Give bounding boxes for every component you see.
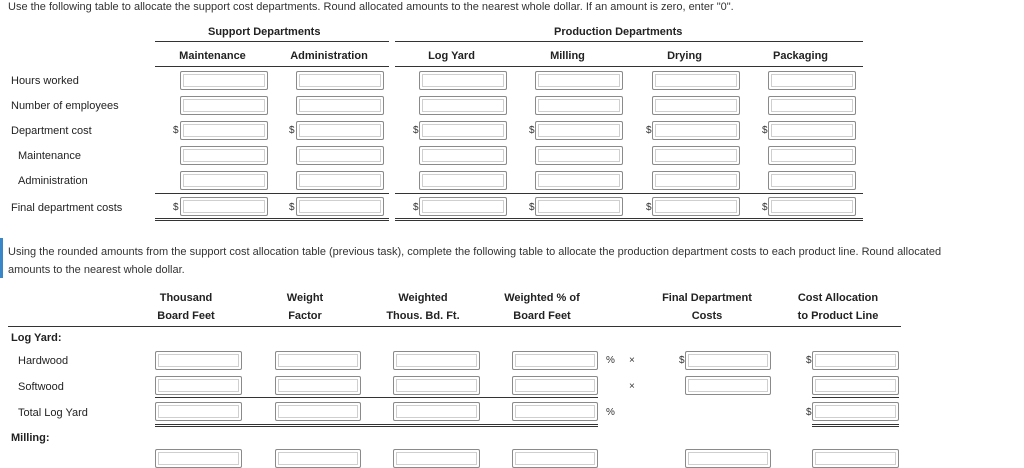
final-cost-milling-input[interactable]: [535, 197, 623, 216]
dollar-sign: $: [646, 202, 652, 213]
milling-row-input-partial[interactable]: [393, 449, 480, 468]
maintenance-alloc-maintenance-input[interactable]: [180, 146, 268, 165]
col-header-weighted-thous-bd-ft: Weighted Thous. Bd. Ft.: [386, 292, 460, 322]
maintenance-alloc-administration-input[interactable]: [296, 146, 384, 165]
col-header-thousand-board-feet: Thousand Board Feet: [157, 292, 215, 322]
task2-header-underline: [8, 326, 901, 327]
percent-sign: %: [606, 407, 615, 418]
dollar-sign: $: [289, 202, 295, 213]
total-log-yard-weight-factor-input[interactable]: [275, 402, 361, 421]
row-label-administration: Administration: [18, 175, 88, 187]
double-rule-production-1: [395, 218, 863, 219]
final-cost-drying-input[interactable]: [652, 197, 740, 216]
dollar-sign: $: [646, 125, 652, 136]
dollar-sign: $: [289, 125, 295, 136]
double-rule-production-2: [395, 220, 863, 221]
col-header-maintenance: Maintenance: [179, 50, 246, 62]
dollar-sign: $: [806, 355, 812, 366]
col-header-drying: Drying: [667, 50, 702, 62]
hours-worked-milling-input[interactable]: [535, 71, 623, 90]
total-log-yard-weighted-thous-input[interactable]: [393, 402, 480, 421]
administration-alloc-milling-input[interactable]: [535, 171, 623, 190]
production-departments-header: Production Departments: [554, 26, 683, 38]
task1-instruction: Use the following table to allocate the support cost departments. Round allocated amounts to the nearest whole dollar. If an amount is zero, enter "0".: [8, 1, 734, 13]
col-header-packaging: Packaging: [772, 50, 829, 62]
double-rule-support-2: [155, 220, 389, 221]
row-label-hours-worked: Hours worked: [11, 75, 79, 87]
percent-sign: %: [606, 355, 615, 366]
employees-drying-input[interactable]: [652, 96, 740, 115]
softwood-thousand-board-feet-input[interactable]: [155, 376, 242, 395]
softwood-final-dept-cost-input[interactable]: [685, 376, 771, 395]
dollar-sign: $: [529, 125, 535, 136]
department-cost-log-yard-input[interactable]: [419, 121, 507, 140]
times-sign: ×: [629, 381, 635, 392]
employees-packaging-input[interactable]: [768, 96, 856, 115]
softwood-weighted-pct-input[interactable]: [512, 376, 598, 395]
task2-instruction-line1: Using the rounded amounts from the support cost allocation table (previous task), complete the following table to allocate the production department costs to each product line. Round allocated: [8, 246, 942, 258]
hours-worked-maintenance-input[interactable]: [180, 71, 268, 90]
col-header-weight-factor: Weight Factor: [286, 292, 324, 322]
softwood-weight-factor-input[interactable]: [275, 376, 361, 395]
row-label-maintenance: Maintenance: [18, 150, 81, 162]
total-log-yard-thousand-board-feet-input[interactable]: [155, 402, 242, 421]
support-header-rule: [155, 41, 389, 42]
total-log-yard-weighted-pct-input[interactable]: [512, 402, 598, 421]
col-header-weighted-pct-board-feet: Weighted % of Board Feet: [504, 292, 580, 322]
dollar-sign: $: [806, 407, 812, 418]
support-departments-header: Support Departments: [208, 26, 321, 38]
hardwood-weighted-pct-input[interactable]: [512, 351, 598, 370]
row-label-hardwood: Hardwood: [18, 355, 69, 367]
total-log-yard-cost-allocation-input[interactable]: [812, 402, 899, 421]
milling-row-input-partial[interactable]: [685, 449, 771, 468]
section-label-log-yard: Log Yard:: [11, 332, 62, 344]
maintenance-alloc-log-yard-input[interactable]: [419, 146, 507, 165]
dollar-sign: $: [173, 125, 179, 136]
double-rule-support-1: [155, 218, 389, 219]
hours-worked-packaging-input[interactable]: [768, 71, 856, 90]
milling-row-input-partial[interactable]: [155, 449, 242, 468]
dollar-sign: $: [529, 202, 535, 213]
dollar-sign: $: [173, 202, 179, 213]
total-double-rule-left-1: [155, 424, 598, 425]
row-label-department-cost: Department cost: [11, 125, 92, 137]
softwood-rule-right: [812, 397, 899, 398]
dollar-sign: $: [762, 125, 768, 136]
col-header-milling: Milling: [550, 50, 585, 62]
hardwood-weighted-thous-input[interactable]: [393, 351, 480, 370]
dollar-sign: $: [413, 125, 419, 136]
administration-alloc-packaging-input[interactable]: [768, 171, 856, 190]
final-cost-log-yard-input[interactable]: [419, 197, 507, 216]
total-double-rule-right-2: [812, 426, 899, 427]
task2-instruction-line2: amounts to the nearest whole dollar.: [8, 264, 185, 276]
total-double-rule-left-2: [155, 426, 598, 427]
total-double-rule-right-1: [812, 424, 899, 425]
total-rule-support: [155, 193, 389, 194]
milling-row-input-partial[interactable]: [275, 449, 361, 468]
softwood-cost-allocation-input[interactable]: [812, 376, 899, 395]
header-underline-support: [155, 66, 389, 67]
milling-row-input-partial[interactable]: [512, 449, 598, 468]
production-header-rule: [395, 41, 863, 42]
maintenance-alloc-milling-input[interactable]: [535, 146, 623, 165]
dollar-sign: $: [762, 202, 768, 213]
hours-worked-drying-input[interactable]: [652, 71, 740, 90]
dollar-sign: $: [413, 202, 419, 213]
employees-maintenance-input[interactable]: [180, 96, 268, 115]
employees-administration-input[interactable]: [296, 96, 384, 115]
employees-log-yard-input[interactable]: [419, 96, 507, 115]
row-label-number-of-employees: Number of employees: [11, 100, 119, 112]
final-cost-maintenance-input[interactable]: [180, 197, 268, 216]
hours-worked-log-yard-input[interactable]: [419, 71, 507, 90]
row-label-total-log-yard: Total Log Yard: [18, 407, 88, 419]
department-cost-administration-input[interactable]: [296, 121, 384, 140]
col-header-log-yard: Log Yard: [428, 50, 475, 62]
col-header-cost-allocation: Cost Allocation to Product Line: [797, 292, 879, 322]
hardwood-thousand-board-feet-input[interactable]: [155, 351, 242, 370]
col-header-administration: Administration: [290, 50, 368, 62]
task2-accent-bar: [0, 238, 3, 278]
hardwood-weight-factor-input[interactable]: [275, 351, 361, 370]
dollar-sign: $: [679, 355, 685, 366]
softwood-weighted-thous-input[interactable]: [393, 376, 480, 395]
final-cost-administration-input[interactable]: [296, 197, 384, 216]
col-header-final-department-costs: Final Department Costs: [662, 292, 752, 322]
department-cost-maintenance-input[interactable]: [180, 121, 268, 140]
administration-alloc-administration-input[interactable]: [296, 171, 384, 190]
section-label-milling: Milling:: [11, 432, 50, 444]
maintenance-alloc-drying-input[interactable]: [652, 146, 740, 165]
administration-alloc-drying-input[interactable]: [652, 171, 740, 190]
softwood-rule-left: [155, 397, 598, 398]
maintenance-alloc-packaging-input[interactable]: [768, 146, 856, 165]
department-cost-milling-input[interactable]: [535, 121, 623, 140]
hardwood-cost-allocation-input[interactable]: [812, 351, 899, 370]
total-rule-production: [395, 193, 863, 194]
row-label-final-department-costs: Final department costs: [11, 202, 123, 214]
row-label-softwood: Softwood: [18, 381, 64, 393]
times-sign: ×: [629, 355, 635, 366]
hardwood-final-dept-cost-input[interactable]: [685, 351, 771, 370]
final-cost-packaging-input[interactable]: [768, 197, 856, 216]
administration-alloc-log-yard-input[interactable]: [419, 171, 507, 190]
administration-alloc-maintenance-input[interactable]: [180, 171, 268, 190]
department-cost-packaging-input[interactable]: [768, 121, 856, 140]
employees-milling-input[interactable]: [535, 96, 623, 115]
hours-worked-administration-input[interactable]: [296, 71, 384, 90]
milling-row-input-partial[interactable]: [812, 449, 899, 468]
header-underline-production: [395, 66, 863, 67]
department-cost-drying-input[interactable]: [652, 121, 740, 140]
